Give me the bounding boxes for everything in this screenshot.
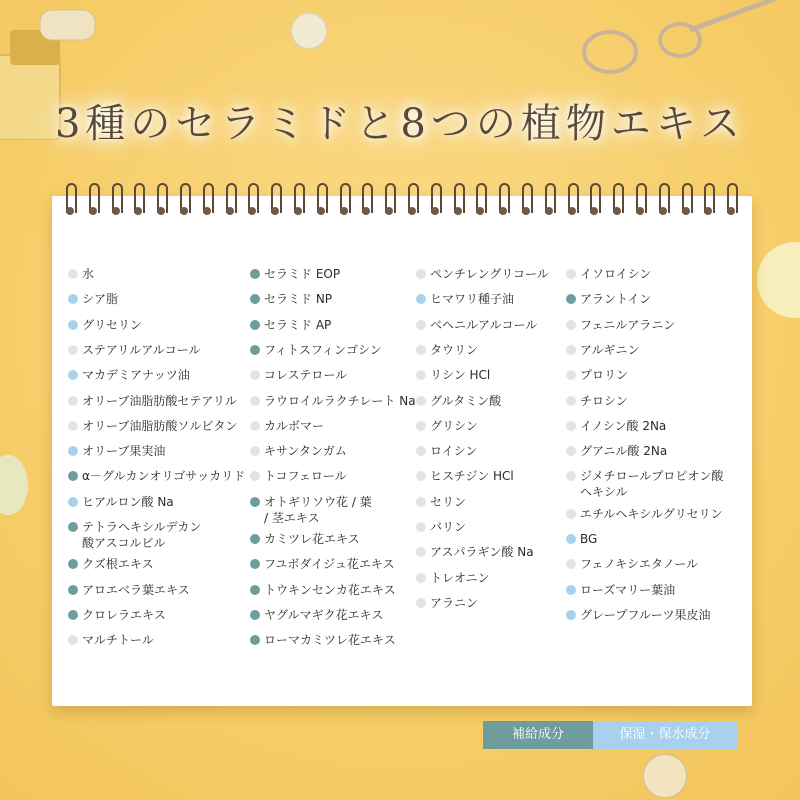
spiral-ring: [178, 183, 192, 213]
ingredient-item: [68, 443, 165, 459]
ingredient-item: [566, 291, 651, 307]
ingredient-item: [68, 367, 190, 383]
spiral-ring: [292, 183, 306, 213]
ingredient-item: [250, 582, 396, 598]
ingredient-dot-icon: [68, 446, 78, 456]
spiral-ring: [110, 183, 124, 213]
ingredient-item: [416, 443, 477, 459]
ingredient-item: [566, 367, 628, 383]
spiral-ring: [360, 183, 374, 213]
spiral-ring: [269, 183, 283, 213]
spiral-ring: [680, 183, 694, 213]
ingredient-item: [416, 266, 549, 282]
ingredient-item: [250, 393, 416, 409]
ingredient-name: トウキンセンカ花エキス: [264, 582, 396, 597]
ingredient-item: [68, 556, 154, 572]
ingredient-dot-icon: [250, 320, 260, 330]
ingredient-name: オリーブ果実油: [82, 444, 166, 459]
ingredient-name: グリシン: [430, 418, 478, 433]
ingredient-name: オトギリソウ花 / 葉: [264, 494, 372, 509]
ingredient-name: プロリン: [580, 368, 629, 383]
ingredient-dot-icon: [250, 534, 260, 544]
spiral-ring: [429, 183, 443, 213]
ingredient-item: [416, 342, 478, 358]
spiral-ring: [155, 183, 169, 213]
ingredient-dot-icon: [416, 269, 426, 279]
ingredient-name-line2: ヘキシル: [580, 485, 628, 500]
ingredient-dot-icon: [416, 370, 426, 380]
ingredient-item: [566, 506, 723, 522]
ingredient-item: [566, 443, 667, 459]
ingredient-item: [68, 582, 190, 598]
ingredient-item: [416, 468, 514, 484]
ingredient-item: [68, 468, 245, 484]
ingredient-dot-icon: [68, 635, 78, 645]
ingredient-name: アロエベラ葉エキス: [82, 582, 190, 597]
ingredient-dot-icon: [566, 269, 576, 279]
ingredient-item: [566, 393, 628, 409]
ingredient-name: ヤグルマギク花エキス: [264, 607, 384, 622]
ingredient-dot-icon: [566, 471, 576, 481]
ingredient-dot-icon: [566, 370, 576, 380]
ingredient-item: [68, 418, 237, 434]
ingredient-dot-icon: [416, 522, 426, 532]
ingredient-name: バリン: [430, 520, 467, 534]
ingredient-name: イノシン酸 2Na: [580, 418, 667, 433]
ingredient-dot-icon: [416, 320, 426, 330]
spiral-ring: [520, 183, 534, 213]
spiral-ring: [64, 183, 78, 213]
ingredient-name: フィトスフィンゴシン: [264, 342, 382, 357]
ingredient-item: [416, 367, 490, 383]
ingredient-dot-icon: [68, 559, 78, 569]
ingredient-dot-icon: [68, 471, 78, 481]
ingredient-dot-icon: [250, 585, 260, 595]
ingredient-item: [566, 556, 698, 572]
ingredient-name: 水: [82, 267, 95, 281]
ingredient-name: シア脂: [82, 292, 119, 307]
ingredient-name: トレオニン: [430, 570, 490, 585]
ingredient-item: [250, 342, 382, 358]
ingredient-name: ヒアルロン酸 Na: [82, 494, 174, 509]
ingredient-item: [566, 531, 597, 547]
ingredient-item: [416, 519, 466, 535]
ingredient-name: セラミド EOP: [264, 267, 341, 281]
ingredient-item: [250, 317, 331, 333]
ingredient-name: テトラヘキシルデカン: [82, 520, 202, 534]
ingredient-item: [250, 418, 324, 434]
ingredient-name: セラミド NP: [264, 292, 333, 307]
ingredient-name: アルギニン: [580, 342, 640, 357]
spiral-ring: [383, 183, 397, 213]
spiral-ring: [702, 183, 716, 213]
ingredient-dot-icon: [250, 370, 260, 380]
ingredient-item: [566, 317, 675, 333]
ingredient-dot-icon: [68, 396, 78, 406]
ingredient-item: [68, 266, 94, 282]
ingredient-dot-icon: [566, 446, 576, 456]
ingredient-dot-icon: [416, 598, 426, 608]
ingredient-item: [416, 291, 514, 307]
ingredient-name: ジメチロールプロピオン酸: [580, 469, 724, 484]
ingredient-dot-icon: [250, 446, 260, 456]
ingredient-name: ロイシン: [430, 444, 478, 459]
scissors-decoration: [570, 0, 800, 90]
ingredient-name: ローマカミツレ花エキス: [264, 633, 396, 648]
spiral-ring: [315, 183, 329, 213]
ingredient-name: カルボマー: [264, 418, 325, 433]
ingredient-dot-icon: [566, 534, 576, 544]
ingredient-dot-icon: [566, 345, 576, 355]
page-title: 3種のセラミドと8つの植物エキス: [54, 101, 746, 147]
ingredient-name: グリセリン: [82, 317, 142, 332]
ingredient-name: ヒスチジン HCl: [430, 469, 514, 484]
ingredient-dot-icon: [250, 559, 260, 569]
ingredient-item: [250, 443, 347, 459]
ingredient-name: クズ根エキス: [82, 557, 154, 572]
ingredient-item: [68, 393, 237, 409]
ingredient-item: [566, 468, 723, 500]
ingredient-dot-icon: [566, 421, 576, 431]
ingredient-name: アスパラギン酸 Na: [430, 545, 534, 560]
spiral-ring: [132, 183, 146, 213]
ingredient-name: タウリン: [430, 342, 479, 357]
ingredient-item: [416, 595, 478, 611]
ingredient-dot-icon: [566, 396, 576, 406]
ingredient-dot-icon: [250, 421, 260, 431]
ingredient-item: [68, 291, 118, 307]
ingredient-dot-icon: [416, 497, 426, 507]
ingredient-dot-icon: [416, 396, 426, 406]
ingredient-name: クロレラエキス: [82, 607, 166, 622]
spiral-ring: [474, 183, 488, 213]
ingredient-dot-icon: [68, 320, 78, 330]
crystal-ball-decoration: [288, 10, 330, 52]
ingredient-name: セラミド AP: [264, 317, 332, 332]
ingredient-name: セリン: [430, 494, 467, 509]
ingredient-item: [68, 317, 142, 333]
ingredient-item: [250, 632, 396, 648]
spiral-ring: [543, 183, 557, 213]
ingredient-name: マカデミアナッツ油: [82, 368, 190, 383]
legend-moisture: 保湿・保水成分: [593, 721, 737, 749]
ingredient-item: [416, 494, 466, 510]
ingredient-dot-icon: [250, 345, 260, 355]
spiral-ring: [634, 183, 648, 213]
ingredient-item: [68, 607, 166, 623]
ingredient-dot-icon: [68, 522, 78, 532]
spiral-ring: [566, 183, 580, 213]
ingredient-name: ステアリルアルコール: [82, 342, 201, 357]
flower-decoration: [755, 230, 800, 330]
ingredient-name: マルチトール: [82, 633, 154, 648]
ingredient-name: トコフェロール: [264, 469, 347, 484]
ingredient-name: チロシン: [580, 393, 628, 408]
ingredient-dot-icon: [68, 345, 78, 355]
ingredient-name: ベヘニルアルコール: [430, 317, 538, 332]
spiral-ring: [87, 183, 101, 213]
ingredient-dot-icon: [566, 294, 576, 304]
ingredient-name: ヒマワリ種子油: [430, 292, 515, 307]
ingredient-item: [416, 317, 537, 333]
ingredient-name: フユボダイジュ花エキス: [264, 557, 395, 572]
ingredient-item: [250, 367, 347, 383]
spiral-ring: [246, 183, 260, 213]
ingredient-dot-icon: [416, 446, 426, 456]
ingredient-dot-icon: [250, 471, 260, 481]
ingredient-item: [68, 494, 174, 510]
spiral-ring: [657, 183, 671, 213]
crystal-ball-bottom-decoration: [640, 748, 690, 798]
ingredient-name: コレステロール: [264, 368, 348, 383]
ingredient-name: リシン HCl: [430, 368, 491, 383]
ingredient-name: アラニン: [430, 595, 479, 610]
ingredient-item: [566, 266, 651, 282]
ingredient-item: [250, 531, 360, 547]
ingredient-dot-icon: [250, 396, 260, 406]
ingredient-item: [416, 393, 501, 409]
ingredient-dot-icon: [416, 547, 426, 557]
ingredient-name: BG: [580, 532, 598, 546]
ingredient-dot-icon: [68, 610, 78, 620]
ingredient-name: アラントイン: [580, 292, 652, 307]
spiral-ring: [452, 183, 466, 213]
ingredient-name: フェノキシエタノール: [580, 557, 699, 572]
ingredient-dot-icon: [250, 294, 260, 304]
spiral-ring: [497, 183, 511, 213]
ingredient-item: [68, 632, 154, 648]
ingredient-dot-icon: [250, 635, 260, 645]
ingredient-name: α－グルカンオリゴサッカリド: [82, 469, 246, 484]
ingredient-name: グレープフルーツ果皮油: [580, 607, 711, 622]
ingredient-name: フェニルアラニン: [580, 317, 676, 332]
spiral-ring: [588, 183, 602, 213]
ingredient-dot-icon: [566, 509, 576, 519]
ingredient-name: ペンチレングリコール: [430, 267, 549, 281]
ingredient-name: ローズマリー葉油: [580, 582, 676, 597]
ingredient-dot-icon: [250, 610, 260, 620]
ingredient-dot-icon: [566, 610, 576, 620]
ingredient-name: オリーブ油脂肪酸ソルビタン: [82, 418, 238, 433]
ingredient-item: [416, 418, 478, 434]
ingredient-item: [566, 607, 710, 623]
ingredient-name-line2: / 茎エキス: [264, 510, 320, 525]
ingredient-item: [250, 556, 395, 572]
ingredient-item: [68, 342, 201, 358]
spiral-ring: [338, 183, 352, 213]
ingredient-dot-icon: [68, 269, 78, 279]
ingredient-item: [566, 582, 675, 598]
ingredient-dot-icon: [68, 370, 78, 380]
ingredient-dot-icon: [566, 585, 576, 595]
ingredient-name: エチルヘキシルグリセリン: [580, 506, 723, 521]
spiral-ring: [406, 183, 420, 213]
ingredient-item: [250, 468, 347, 484]
spiral-ring: [725, 183, 739, 213]
ingredient-name-line2: 酸アスコルビル: [82, 536, 166, 550]
ingredient-dot-icon: [68, 294, 78, 304]
legend-supply: 補給成分: [483, 721, 593, 749]
ingredient-dot-icon: [250, 497, 260, 507]
ingredient-item: [68, 519, 201, 551]
spiral-ring: [201, 183, 215, 213]
ingredient-dot-icon: [566, 559, 576, 569]
ingredient-item: [566, 342, 640, 358]
ingredient-dot-icon: [68, 497, 78, 507]
ingredient-dot-icon: [416, 573, 426, 583]
ingredient-name: カミツレ花エキス: [264, 532, 360, 546]
ingredient-name: グアニル酸 2Na: [580, 444, 668, 459]
ingredient-item: [250, 607, 383, 623]
ingredient-dot-icon: [416, 421, 426, 431]
ingredient-item: [250, 266, 340, 282]
spiral-ring: [224, 183, 238, 213]
ingredient-dot-icon: [68, 585, 78, 595]
ingredient-dot-icon: [416, 345, 426, 355]
ingredient-name: キサンタンガム: [264, 444, 347, 459]
ingredient-dot-icon: [566, 320, 576, 330]
ingredient-dot-icon: [416, 471, 426, 481]
ingredient-dot-icon: [416, 294, 426, 304]
ingredient-item: [566, 418, 666, 434]
ingredient-name: ラウロイルラクチレート Na: [264, 393, 416, 408]
ingredient-dot-icon: [68, 421, 78, 431]
ingredient-item: [250, 494, 372, 526]
ingredient-item: [416, 544, 534, 560]
ingredient-item: [250, 291, 332, 307]
ingredient-name: グルタミン酸: [430, 393, 502, 408]
spiral-ring: [611, 183, 625, 213]
ingredient-name: オリーブ油脂肪酸セテアリル: [82, 393, 237, 408]
leaf-decoration: [0, 450, 30, 520]
ingredient-name: イソロイシン: [580, 267, 652, 281]
ingredient-item: [416, 570, 490, 586]
ingredient-dot-icon: [250, 269, 260, 279]
